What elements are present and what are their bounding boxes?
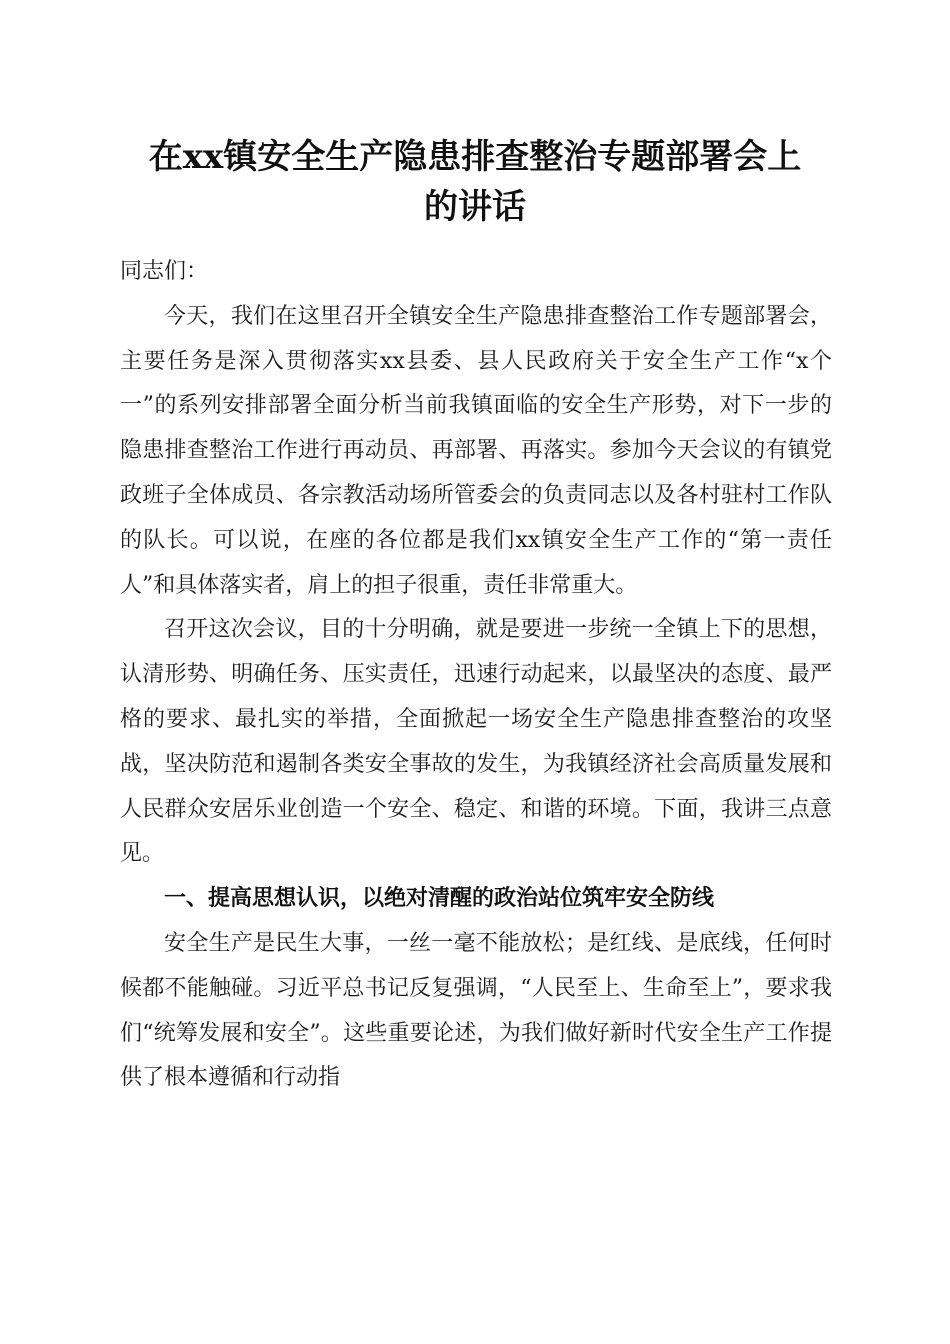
document-title [100,132,850,232]
section-paragraph: 安全生产是民生大事，一丝一毫不能放松；是红线、是底线，任何时候都不能触碰。习近平总书记反复强调，“人民至上、生命至上”，要求我们“统筹发展和安全”。这些重要论述，为我们做好新时代安全生产工作提供了根本遵循和行动指 [120,930,832,1091]
salutation: 同志们： [120,259,209,284]
paragraph-purpose: 召开这次会议，目的十分明确，就是要进一步统一全镇上下的思想，认清形势、明确任务、压实责任，迅速行动起来，以最坚决的态度、最严格的要求、最扎实的举措，全面掀起一场安全生产隐患排查整治的攻坚战，坚决防范和遏制各类安全事故的发生，为我镇经济社会高质量发展和人民群众安居乐业创造一个安全、稳定、和谐的环境。下面，我讲三点意见。 [120,617,832,867]
paragraph-intro: 今天，我们在这里召开全镇安全生产隐患排查整治工作专题部署会，主要任务是深入贯彻落实xx县委、县人民政府关于安全生产工作“x个一”的系列安排部署全面分析当前我镇面临的安全生产形势，对下一步的隐患排查整治工作进行再动员、再部署、再落实。参加今天会议的有镇党政班子全体成员、各宗教活动场所管委会的负责同志以及各村驻村工作队的队长。可以说，在座的各位都是我们xx镇安全生产工作的“第一责任人”和具体落实者，肩上的担子很重，责任非常重大。 [120,303,832,598]
document-body [120,250,832,1101]
section-heading: 一、提高思想认识，以绝对清醒的政治站位筑牢安全防线 [164,886,715,912]
title-line-2: 的讲话 [424,187,526,227]
title-line-1: 在xx镇安全生产隐患排查整治专题部署会上 [148,137,802,177]
